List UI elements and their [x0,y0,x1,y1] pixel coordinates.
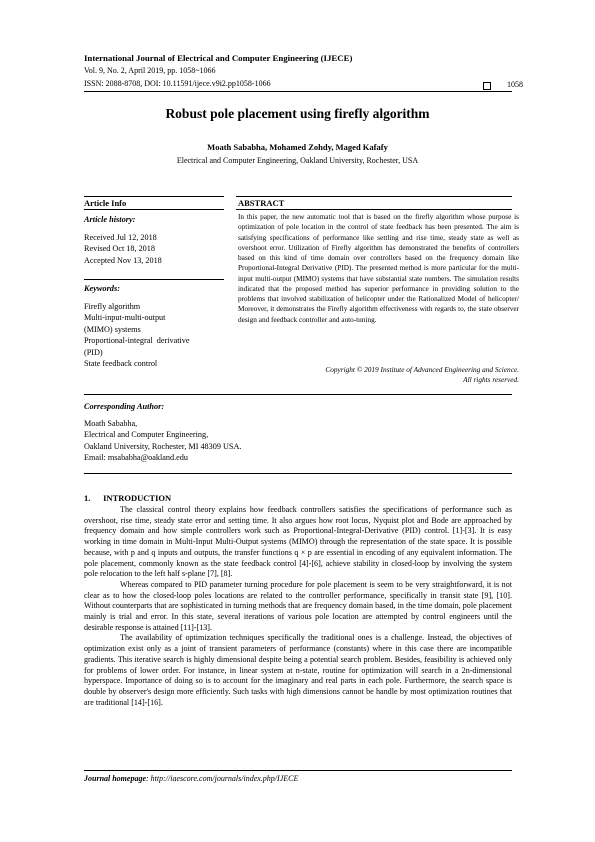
frame-bottom-rule [84,394,512,395]
history-item: Received Jul 12, 2018 [84,233,157,242]
paragraph: The classical control theory explains how feedback controllers satisfies the specifications of performance such as overshoot, rise time, steady state error and setting time. It also argues how root locus, Nyquist plot and Bode are approached by frequency domain and how simple controllers work such as Proportional-Integral-Derivative (PID) control. [1]-[3]. It is easy working in time domain in Multi-Input Multi-Output systems (MIMO) through the representation of the state space. It is possible because, with p and q inputs and outputs, the transfer functions q × p are essential in encoding of any equivalent information. The pole placement, commonly known as the state feedback control [4]-[6], achieve stability in closed-loop by involving the system pole relocation to the left half s-plane [7], [8]. [84,505,512,579]
introduction-heading: 1. INTRODUCTION [84,493,172,503]
abstract-top-rule [236,196,512,197]
footer-rule [84,770,512,771]
journal-homepage [84,774,298,783]
author-email: Email: msababha@oakland.edu [84,453,188,463]
paragraph: Whereas compared to PID parameter turning procedure for pole placement is seem to be very straightforward, it is not clear as to how the closed-loop poles locations are related to the controller performance, specifically in transit state [9], [10]. Without counterparts that are sophisticated in turning methods that are frequency domain based, in the time domain, pole placement mainly is trial and error. In this state, several iterations of various pole location are attempted by control engineers until the desirable response is attained [11]-[13]. [84,579,512,632]
article-info-rule [84,209,224,210]
copyright [238,365,519,385]
keyword: State feedback control [84,359,158,369]
authors: Moath Sababha, Mohamed Zohdy, Maged Kafafy [207,142,388,152]
author-name: Moath Sababha, [84,419,138,428]
keywords-list [84,301,222,369]
abstract-text: In this paper, the new automatic tool that is based on the firefly algorithm whose purpose is optimization of pole location in the control of state feedback has been presented. The aim is satisfying specifications of performance like settling and rise time, steady state as well as overshoot error. Utilization of Firefly algorithm has demonstrated the benefits of controllers based on this kind of time domain over controllers based on the frequency domain like Proportional-Integral Derivative (PID). The presented method is more particular for the multi-input multi-output (MIMO) systems that have substantial state numbers. The simulation results indicated that the proposed method has superior performance in providing solution to the problems that involved stabilization of helicopter under the Rationalized Model of helicopter/ Moreover, it demonstrates the Firefly algorithm effectiveness with regards to, the state observer design and feedback controller and auto-tuning. [238,213,519,324]
history-item: Revised Oct 18, 2018 [84,244,155,254]
keyword: Multi-input-multi-output [84,313,166,323]
issn-doi: ISSN: 2088-8708, DOI: 10.11591/ijece.v9i2.pp1058-1066 [84,79,271,88]
history-label: Article history: [84,215,136,224]
journal-title: International Journal of Electrical and Computer Engineering (IJECE) [84,53,353,63]
corresponding-details [84,418,241,464]
history-rule [84,279,224,280]
page-number: 1058 [507,80,523,89]
keyword: (MIMO) systems [84,324,141,334]
copyright-rights: All rights reserved. [463,375,519,384]
volume-info: Vol. 9, No. 2, April 2019, pp. 1058~1066 [84,66,216,75]
introduction-body [84,505,512,708]
header-rule [84,91,512,92]
article-info-top-rule [84,196,224,197]
keyword: Proportional-integral derivative [84,336,190,346]
author-address: Oakland University, Rochester, MI 48309 USA. [84,441,242,451]
history-item: Accepted Nov 13, 2018 [84,255,162,265]
abstract-rule [236,209,512,210]
corresponding-rule [84,473,512,474]
paper-title: Robust pole placement using firefly algorithm [165,106,430,121]
history-list [84,232,162,266]
keyword: Firefly algorithm [84,302,141,311]
article-info-heading: Article Info [84,198,127,208]
abstract-heading: ABSTRACT [238,198,285,208]
corresponding-label: Corresponding Author: [84,402,165,411]
square-icon [483,82,491,90]
keyword: (PID) [84,347,103,357]
keywords-label: Keywords: [84,284,120,293]
homepage-link[interactable]: : http://iaescore.com/journals/index.php/IJECE [146,774,299,783]
author-dept: Electrical and Computer Engineering, [84,430,209,440]
paragraph: The availability of optimization techniques specifically the traditional ones is a challenge. Instead, the objectives of optimization exist only as a joint of transient parameters of performance (constants) where in this case there are incompatible gradients. This iterative search is highly dimensional despite being a potential search problem. Besides, feasibility is achieved only for problems of lower order. For instance, in linear system at n-state, routine for optimization will search in a 2n-dimensional hyperspace. Importance of doing so is to account for the imaginary and real parts in each pole. Furthermore, the search space is double by observer's design more efficiently. Such tasks with high dimensions cannot be handle by most optimization routines that are traditional [14]-[16]. [84,633,512,707]
copyright-line: Copyright © 2019 Institute of Advanced Engineering and Science. [325,365,519,374]
affiliation: Electrical and Computer Engineering, Oakland University, Rochester, USA [176,156,419,165]
homepage-label: Journal homepage [84,774,147,783]
